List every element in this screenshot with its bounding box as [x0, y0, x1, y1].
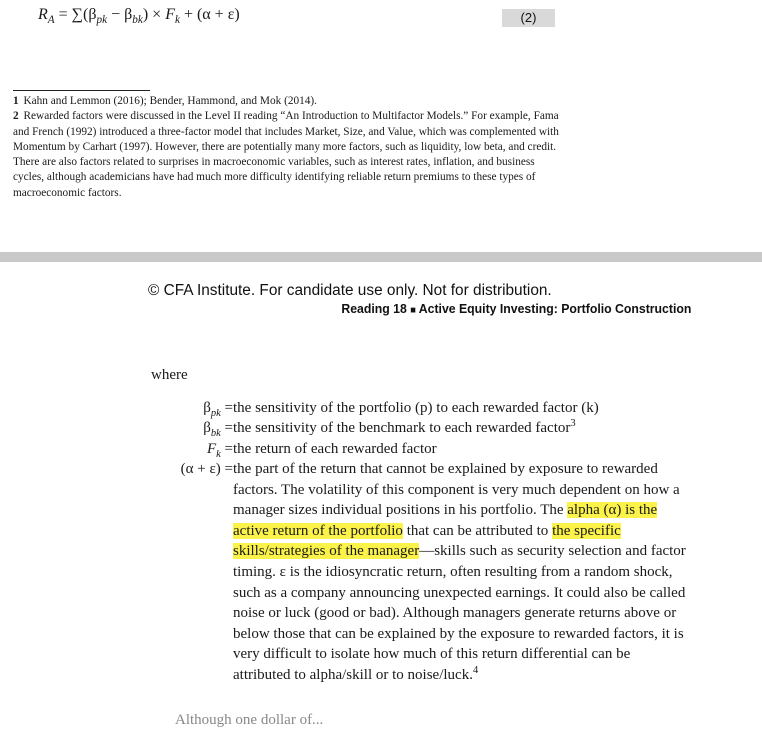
definition-text: the return of each rewarded factor	[233, 441, 437, 457]
definition-text: the part of the return that cannot be explained by exposure to rewarded factors. The volatility of this component is very much dependent on how a manager sizes individual positions in his portfolio. The alpha (α) is the active return of the portfolio that can be attributed to the specific skills/strategies of the manager—skills such as security selection and factor timing. ε is the idiosyncratic return, often resulting from a random shock, such as a company announcing unexpected earnings. It could also be called noise or luck (good or bad). Although managers generate returns above or below those that can be explained by the exposure to rewarded factors, it is very difficult to isolate how much of this return differential can be attributed to alpha/skill or to noise/luck.$^4$	[233, 461, 686, 683]
footnote-2	[13, 109, 563, 201]
footnote-ref-3: 3	[570, 418, 576, 429]
formula-minus: − β	[107, 6, 133, 23]
formula-tail: + (α + ε)	[179, 6, 240, 23]
header-separator: ■	[409, 305, 416, 316]
reading-title: Active Equity Investing: Portfolio Construction	[418, 301, 691, 316]
running-header	[341, 301, 691, 316]
equation-number: (2)	[502, 9, 555, 27]
formula-times: ) ×	[142, 6, 166, 23]
definition-text: the sensitivity of the portfolio (p) to each rewarded factor (k)	[233, 400, 599, 416]
formula-sub-pk: pk	[96, 14, 108, 27]
definition-symbol: $\beta_{bk}$ =	[203, 420, 233, 439]
where-label: where	[151, 367, 188, 383]
formula-lhs: R	[38, 6, 48, 23]
footnote-divider	[13, 90, 150, 91]
copyright-notice: © CFA Institute. For candidate use only. Not for distribution.	[148, 282, 552, 299]
reading-number: Reading 18	[341, 301, 407, 316]
highlight-alpha: alpha (α) is the active return of the portfolio	[233, 502, 658, 539]
definition-text: the sensitivity of the benchmark to each rewarded factor$^3$	[233, 418, 576, 436]
footnote-2-number: 2	[13, 110, 19, 123]
footnote-1-number: 1	[13, 95, 19, 107]
formula-f: F	[165, 6, 175, 23]
formula-lhs-sub: A	[47, 14, 55, 27]
formula-sub-bk: bk	[132, 14, 143, 27]
footnote-1	[13, 94, 563, 109]
formula-sum: = ∑(β	[54, 6, 97, 23]
formula-f-sub: k	[174, 14, 180, 27]
next-paragraph-fragment: Although one dollar of...	[175, 712, 324, 728]
footnote-2-text: Rewarded factors were discussed in the Level II reading “An Introduction to Multifactor Models.” For example, Fama and French (1992) introduced a three-factor model that includes Market, Size, and Value, which was complemented with Momentum by Carhart (1997). However, there are potentially many more factors, such as liquidity, low beta, and credit. There are also factors related to surprises in macroeconomic variables, such as interest rates, inflation, and business cycles, although academicians have had much more difficulty identifying reliable return premiums to these types of macroeconomic factors.	[13, 110, 559, 199]
page-break-band	[0, 252, 762, 262]
definition-symbol: (α + ε) =	[180, 461, 233, 477]
highlight-skills: the specific skills/strategies of the manager	[233, 522, 621, 560]
footnotes	[13, 94, 563, 201]
footnote-ref-4: 4	[472, 664, 479, 676]
footnote-1-text: Kahn and Lemmon (2016); Bender, Hammond, and Mok (2014).	[23, 95, 318, 107]
definition-symbol: $F_k$ =	[206, 441, 233, 460]
definition-symbol: $\beta_{pk}$ =	[203, 400, 233, 419]
formula-equation	[38, 6, 240, 27]
